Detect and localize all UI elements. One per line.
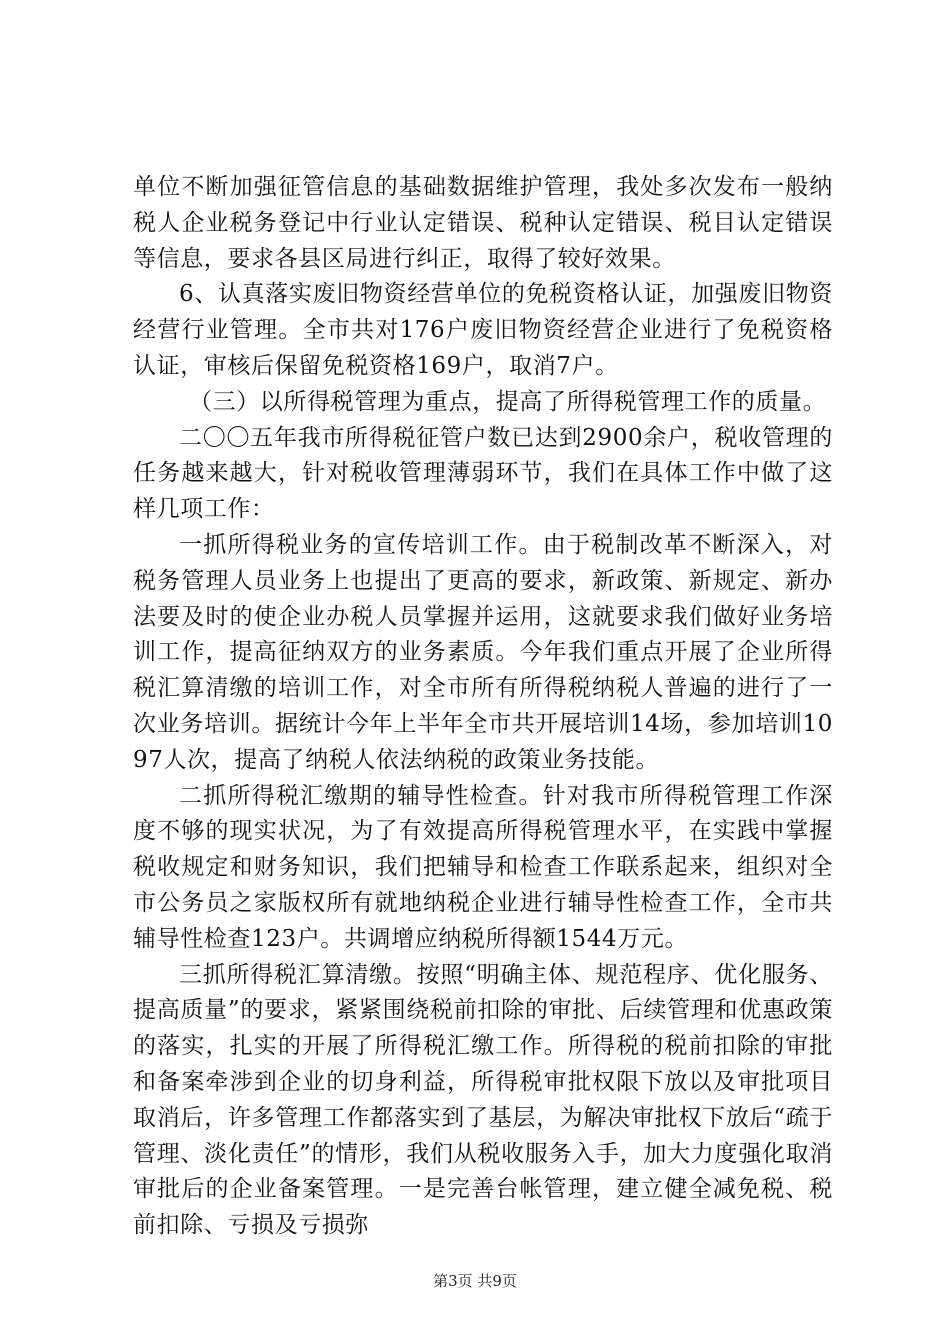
page-number-footer: 第3页 共9页: [433, 1272, 517, 1290]
paragraph-settlement: 三抓所得税汇算清缴。按照“明确主体、规范程序、优化服务、提高质量”的要求，紧紧围绕税前扣除的审批、后续管理和优惠政策的落实，扎实的开展了所得税汇缴工作。所得税的税前扣除的审批和备案牵涉到企业的切身利益，所得税审批权限下放以及审批项目取消后，许多管理工作都落实到了基层，为解决审批权下放后“疏于管理、淡化责任”的情形，我们从税收服务入手，加大力度强化取消审批后的企业备案管理。一是完善台帐管理，建立健全减免税、税前扣除、亏损及亏损弥: [133, 961, 833, 1239]
paragraph-intro: 二〇〇五年我市所得税征管户数已达到2900余户，税收管理的任务越来越大，针对税收管理薄弱环节，我们在具体工作中做了这样几项工作：: [133, 424, 833, 523]
document-body: [133, 170, 833, 1244]
paragraph-inspection: 二抓所得税汇缴期的辅导性检查。针对我市所得税管理工作深度不够的现实状况，为了有效提高所得税管理水平，在实践中掌握税收规定和财务知识，我们把辅导和检查工作联系起来，组织对全市公务员之家版权所有就地纳税企业进行辅导性检查工作，全市共辅导性检查123户。共调增应纳税所得额1544万元。: [133, 782, 833, 952]
paragraph-training: 一抓所得税业务的宣传培训工作。由于税制改革不断深入，对税务管理人员业务上也提出了更高的要求，新政策、新规定、新办法要及时的使企业办税人员掌握并运用，这就要求我们做好业务培训工作，提高征纳双方的业务素质。今年我们重点开展了企业所得税汇算清缴的培训工作，对全市所有所得税纳税人普遍的进行了一次业务培训。据统计今年上半年全市共开展培训14场，参加培训1097人次，提高了纳税人依法纳税的政策业务技能。: [133, 531, 833, 773]
paragraph-item-6: 6、认真落实废旧物资经营单位的免税资格认证，加强废旧物资经营行业管理。全市共对176户废旧物资经营企业进行了免税资格认证，审核后保留免税资格169户，取消7户。: [133, 281, 833, 379]
section-heading-3: （三）以所得税管理为重点，提高了所得税管理工作的质量。: [189, 388, 827, 415]
paragraph-continued: 单位不断加强征管信息的基础数据维护管理，我处多次发布一般纳税人企业税务登记中行业认定错误、税种认定错误、税目认定错误等信息，要求各县区局进行纠正，取得了较好效果。: [133, 174, 833, 272]
